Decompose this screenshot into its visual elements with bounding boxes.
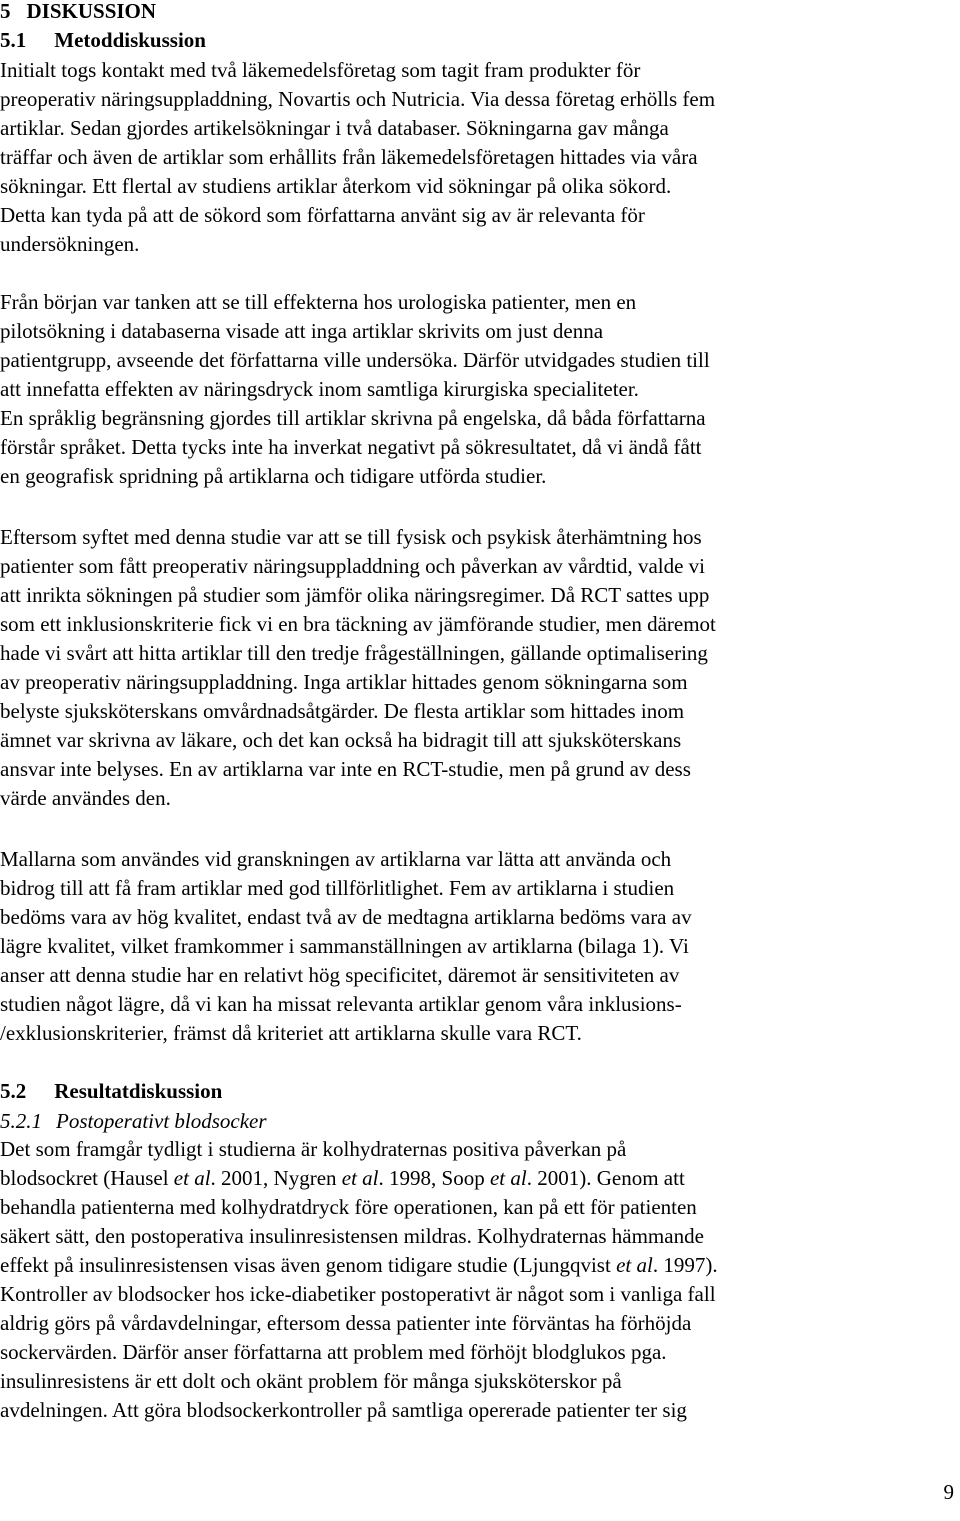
section-heading	[0, 0, 156, 26]
paragraph-line: en geografisk spridning på artiklarna och tidigare utförda studier.	[0, 464, 547, 488]
paragraph-line	[0, 1251, 718, 1280]
paragraph-line: Initialt togs kontakt med två läkemedelsföretag som tagit fram produkter för	[0, 58, 641, 82]
paragraph-line: som ett inklusionskriterie fick vi en bra täckning av jämförande studier, men däremot	[0, 612, 716, 636]
paragraph-line: ansvar inte belyses. En av artiklarna var inte en RCT-studie, men på grund av dess	[0, 757, 691, 781]
section-title: DISKUSSION	[26, 0, 157, 23]
paragraph-line: värde användes den.	[0, 786, 171, 810]
text-run: effekt på insulinresistensen visas även genom tidigare studie (Ljungqvist	[0, 1253, 617, 1277]
paragraph-line: bedöms vara av hög kvalitet, endast två av de medtagna artiklarna bedöms vara av	[0, 905, 692, 929]
citation-etal: et al	[489, 1166, 527, 1190]
paragraph-line: preoperativ näringsuppladdning, Novartis och Nutricia. Via dessa företag erhölls fem	[0, 87, 716, 111]
paragraph-line: undersökningen.	[0, 232, 140, 256]
paragraph-line: förstår språket. Detta tycks inte ha inverkat negativt på sökresultatet, då vi ändå fått	[0, 435, 702, 459]
paragraph-line: anser att denna studie har en relativt hög specificitet, däremot är sensitiviteten av	[0, 963, 680, 987]
paragraph-line: Mallarna som användes vid granskningen av artiklarna var lätta att använda och	[0, 847, 672, 871]
text-run: . 2001). Genom att	[526, 1166, 685, 1190]
paragraph-line: avdelningen. Att göra blodsockerkontroller på samtliga opererade patienter ter sig	[0, 1398, 687, 1422]
paragraph-line: aldrig görs på vårdavdelningar, eftersom dessa patienter inte förväntas ha förhöjda	[0, 1311, 692, 1335]
paragraph-line: av preoperativ näringsuppladdning. Inga artiklar hittades genom sökningarna som	[0, 670, 688, 694]
subsection-number: 5.2	[0, 1079, 27, 1103]
subsection-number: 5.1	[0, 28, 27, 52]
paragraph-line: att inrikta sökningen på studier som jämför olika näringsregimer. Då RCT sattes upp	[0, 583, 710, 607]
paragraph-line: lägre kvalitet, vilket framkommer i sammanställningen av artiklarna (bilaga 1). Vi	[0, 934, 689, 958]
paragraph-line: träffar och även de artiklar som erhållits från läkemedelsföretagen hittades via våra	[0, 145, 698, 169]
subsection-heading-results	[0, 1077, 222, 1106]
text-run: . 1997).	[652, 1253, 718, 1277]
text-run: . 2001, Nygren	[210, 1166, 342, 1190]
paragraph-line	[0, 1164, 685, 1193]
paragraph-line: pilotsökning i databaserna visade att inga artiklar skrivits om just denna	[0, 319, 604, 343]
paragraph-line: patientgrupp, avseende det författarna ville undersöka. Därför utvidgades studien till	[0, 348, 710, 372]
paragraph-line: hade vi svårt att hitta artiklar till den tredje frågeställningen, gällande optimalisering	[0, 641, 708, 665]
text-run: . 1998, Soop	[378, 1166, 490, 1190]
paragraph-line: Det som framgår tydligt i studierna är kolhydraternas positiva påverkan på	[0, 1137, 627, 1161]
paragraph-line: säkert sätt, den postoperativa insulinresistensen mildras. Kolhydraternas hämmande	[0, 1224, 704, 1248]
citation-etal: et al	[616, 1253, 653, 1277]
paragraph-line: sockervärden. Därför anser författarna att problem med förhöjt blodglukos pga.	[0, 1340, 667, 1364]
paragraph-line: En språklig begränsning gjordes till artiklar skrivna på engelska, då båda författarna	[0, 406, 706, 430]
subsection-title: Metoddiskussion	[54, 28, 206, 52]
subsubsection-number: 5.2.1	[0, 1109, 42, 1133]
paragraph-line: /exklusionskriterier, främst då kriteriet att artiklarna skulle vara RCT.	[0, 1021, 582, 1045]
paragraph-line: att innefatta effekten av näringsdryck inom samtliga kirurgiska specialiteter.	[0, 377, 639, 401]
page-number: 9	[943, 1480, 954, 1504]
text-run: blodsockret (Hausel	[0, 1166, 174, 1190]
subsection-heading-method	[0, 26, 206, 55]
paragraph-line: studien något lägre, då vi kan ha missat relevanta artiklar genom våra inklusions-	[0, 992, 682, 1016]
subsubsection-title: Postoperativt blodsocker	[56, 1109, 267, 1133]
citation-etal: et al	[173, 1166, 211, 1190]
subsection-title: Resultatdiskussion	[54, 1079, 223, 1103]
paragraph-line: insulinresistens är ett dolt och okänt problem för många sjuksköterskor på	[0, 1369, 622, 1393]
paragraph-line: Kontroller av blodsocker hos icke-diabetiker postoperativt är något som i vanliga fall	[0, 1282, 716, 1306]
paragraph-line: Från början var tanken att se till effekterna hos urologiska patienter, men en	[0, 290, 637, 314]
section-number: 5	[0, 0, 11, 23]
paragraph-line: Eftersom syftet med denna studie var att se till fysisk och psykisk återhämtning hos	[0, 525, 702, 549]
paragraph-line: bidrog till att få fram artiklar med god tillförlitlighet. Fem av artiklarna i studien	[0, 876, 675, 900]
paragraph-line: sökningar. Ett flertal av studiens artiklar återkom vid sökningar på olika sökord.	[0, 174, 672, 198]
paragraph-line: belyste sjuksköterskans omvårdnadsåtgärder. De flesta artiklar som hittades inom	[0, 699, 685, 723]
paragraph-line: behandla patienterna med kolhydratdryck före operationen, kan på ett för patienten	[0, 1195, 697, 1219]
citation-etal: et al	[341, 1166, 379, 1190]
subsubsection-heading	[0, 1107, 267, 1136]
paragraph-line: Detta kan tyda på att de sökord som författarna använt sig av är relevanta för	[0, 203, 645, 227]
paragraph-line: artiklar. Sedan gjordes artikelsökningar i två databaser. Sökningarna gav många	[0, 116, 669, 140]
paragraph-line: patienter som fått preoperativ näringsuppladdning och påverkan av vårdtid, valde vi	[0, 554, 706, 578]
paragraph-line: ämnet var skrivna av läkare, och det kan också ha bidragit till att sjuksköterskans	[0, 728, 682, 752]
